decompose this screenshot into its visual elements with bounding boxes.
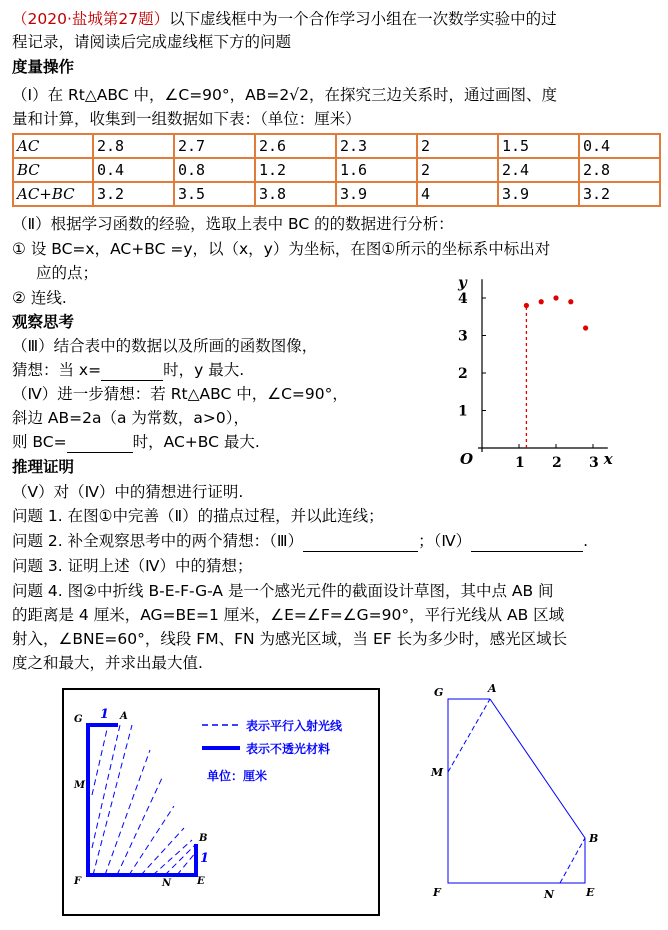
point-B: B bbox=[199, 833, 208, 844]
section-observe-title: 观察思考 bbox=[12, 313, 75, 331]
part4-line2: 斜边 AB=2a（a 为常数，a>0）， bbox=[12, 409, 250, 427]
point-F: F bbox=[433, 886, 441, 899]
point-M: M bbox=[74, 780, 86, 791]
scatter-chart bbox=[448, 262, 628, 471]
table-row bbox=[13, 134, 660, 158]
table-cell: 3.2 bbox=[93, 182, 174, 206]
y-tick-label: 2 bbox=[458, 366, 468, 382]
table-row bbox=[13, 182, 660, 206]
table-cell: 2.7 bbox=[174, 134, 255, 158]
answer-blank[interactable] bbox=[471, 535, 583, 552]
figure-shape bbox=[428, 682, 618, 904]
point-B: B bbox=[589, 832, 599, 845]
figure-2-design bbox=[62, 688, 380, 916]
part3-line2 bbox=[12, 359, 244, 381]
origin-label: O bbox=[460, 450, 474, 468]
table-cell: 3.9 bbox=[498, 182, 579, 206]
table-cell: 1.5 bbox=[498, 134, 579, 158]
answer-blank[interactable] bbox=[303, 535, 418, 552]
legend-solid-label: 表示不透光材料 bbox=[246, 742, 331, 756]
table-cell: 0.4 bbox=[579, 134, 660, 158]
table-cell: 2.4 bbox=[498, 158, 579, 182]
question-4-line4: 度之和最大，并求出最大值. bbox=[12, 654, 203, 672]
data-point bbox=[524, 303, 529, 308]
table-cell: 3.9 bbox=[336, 182, 417, 206]
intro-text-2: 程记录，请阅读后完成虚线框下方的问题 bbox=[12, 33, 292, 51]
part1-line2: 量和计算，收集到一组数据如下表：（单位：厘米） bbox=[12, 110, 361, 128]
q2-text-b: ；（Ⅳ） bbox=[418, 532, 472, 550]
data-table bbox=[12, 133, 661, 207]
part1-line1: （Ⅰ）在 Rt△ABC 中，∠C=90°，AB=2√2，在探究三边关系时，通过画图、度 bbox=[12, 86, 557, 104]
x-axis-label: x bbox=[603, 450, 613, 468]
length-label-right: 1 bbox=[200, 851, 210, 866]
y-tick-label: 1 bbox=[458, 403, 468, 420]
length-label-top: 1 bbox=[100, 707, 110, 722]
part4-text-b: 时，AC+BC 最大. bbox=[132, 433, 260, 451]
intro-text-1: 以下虚线框中为一个合作学习小组在一次数学实验中的过 bbox=[169, 10, 557, 28]
question-3: 问题 3. 证明上述（Ⅳ）中的猜想； bbox=[12, 557, 253, 575]
question-4-line2: 的距离是 4 厘米，AG=BE=1 厘米，∠E=∠F=∠G=90°，平行光线从 AB 区域 bbox=[12, 606, 565, 624]
part2-line4: ② 连线. bbox=[12, 289, 67, 307]
point-N: N bbox=[544, 888, 555, 901]
table-cell: 2.3 bbox=[336, 134, 417, 158]
data-point bbox=[583, 325, 588, 330]
table-cell: 2 bbox=[417, 158, 498, 182]
table-cell: 0.4 bbox=[93, 158, 174, 182]
answer-blank[interactable] bbox=[101, 364, 163, 381]
table-cell: 3.8 bbox=[255, 182, 336, 206]
row-label: BC bbox=[13, 158, 93, 182]
table-cell: 0.8 bbox=[174, 158, 255, 182]
question-2 bbox=[12, 530, 588, 552]
table-cell: 2.6 bbox=[255, 134, 336, 158]
table-cell: 2.8 bbox=[93, 134, 174, 158]
problem-intro bbox=[12, 8, 557, 30]
ray-AM bbox=[448, 699, 490, 772]
data-point bbox=[539, 299, 544, 304]
x-tick-label: 1 bbox=[515, 455, 525, 471]
x-tick-label: 3 bbox=[589, 455, 599, 471]
table-cell: 1.6 bbox=[336, 158, 417, 182]
question-1: 问题 1. 在图①中完善（Ⅱ）的描点过程，并以此连线； bbox=[12, 507, 384, 525]
opaque-material bbox=[88, 725, 196, 875]
data-point bbox=[568, 299, 573, 304]
question-4-line1: 问题 4. 图②中折线 B-E-F-G-A 是一个感光元件的截面设计草图，其中点 AB 间 bbox=[12, 582, 554, 600]
table-cell: 2.8 bbox=[579, 158, 660, 182]
table-cell: 3.5 bbox=[174, 182, 255, 206]
table-row bbox=[13, 158, 660, 182]
part3-text-a: 猜想：当 x= bbox=[12, 361, 102, 379]
table-cell: 4 bbox=[417, 182, 498, 206]
point-A: A bbox=[120, 711, 128, 722]
part4-line3 bbox=[12, 431, 260, 453]
table-cell: 2 bbox=[417, 134, 498, 158]
legend-dashed-label: 表示平行入射光线 bbox=[246, 719, 343, 733]
y-tick-label: 3 bbox=[458, 328, 468, 345]
part4-line1: （Ⅳ）进一步猜想：若 Rt△ABC 中，∠C=90°， bbox=[12, 385, 348, 403]
x-tick-label: 2 bbox=[552, 455, 562, 471]
part4-text-a: 则 BC= bbox=[12, 433, 67, 451]
point-M: M bbox=[431, 766, 444, 779]
point-A: A bbox=[488, 682, 497, 695]
point-G: G bbox=[434, 686, 444, 699]
point-F: F bbox=[74, 876, 82, 887]
point-E: E bbox=[197, 876, 205, 887]
part5-line1: （Ⅴ）对（Ⅳ）中的猜想进行证明. bbox=[12, 483, 244, 501]
row-label: AC+BC bbox=[13, 182, 93, 206]
data-point bbox=[553, 295, 558, 300]
part3-text-b: 时，y 最大. bbox=[163, 361, 245, 379]
point-N: N bbox=[162, 878, 172, 889]
ray-BN bbox=[560, 838, 585, 883]
point-E: E bbox=[586, 886, 595, 899]
section-proof-title: 推理证明 bbox=[12, 458, 75, 476]
unit-label: 单位：厘米 bbox=[207, 769, 268, 783]
problem-source: （2020·盐城第27题） bbox=[12, 10, 170, 28]
point-G: G bbox=[74, 714, 83, 725]
question-4-line3: 射入，∠BNE=60°，线段 FM、FN 为感光区域，当 EF 长为多少时，感光区域长 bbox=[12, 630, 568, 648]
part2-line2: ① 设 BC=x，AC+BC =y，以（x，y）为坐标，在图①所示的坐标系中标出对 bbox=[12, 240, 551, 258]
part2-line3: 应的点； bbox=[36, 264, 99, 282]
q2-text-a: 问题 2. 补全观察思考中的两个猜想：（Ⅲ） bbox=[12, 532, 304, 550]
y-tick-label: 4 bbox=[458, 291, 468, 307]
q2-text-c: . bbox=[583, 532, 589, 550]
table-cell: 1.2 bbox=[255, 158, 336, 182]
answer-blank[interactable] bbox=[67, 436, 133, 453]
table-cell: 3.2 bbox=[579, 182, 660, 206]
row-label: AC bbox=[13, 134, 93, 158]
part3-line1: （Ⅲ）结合表中的数据以及所画的函数图像， bbox=[12, 337, 318, 355]
part2-line1: （Ⅱ）根据学习函数的经验，选取上表中 BC 的的数据进行分析： bbox=[12, 215, 454, 233]
y-axis-label: y bbox=[458, 273, 467, 292]
shape-outline bbox=[448, 699, 585, 883]
section-measure-title: 度量操作 bbox=[12, 58, 75, 76]
light-rays bbox=[92, 725, 196, 875]
